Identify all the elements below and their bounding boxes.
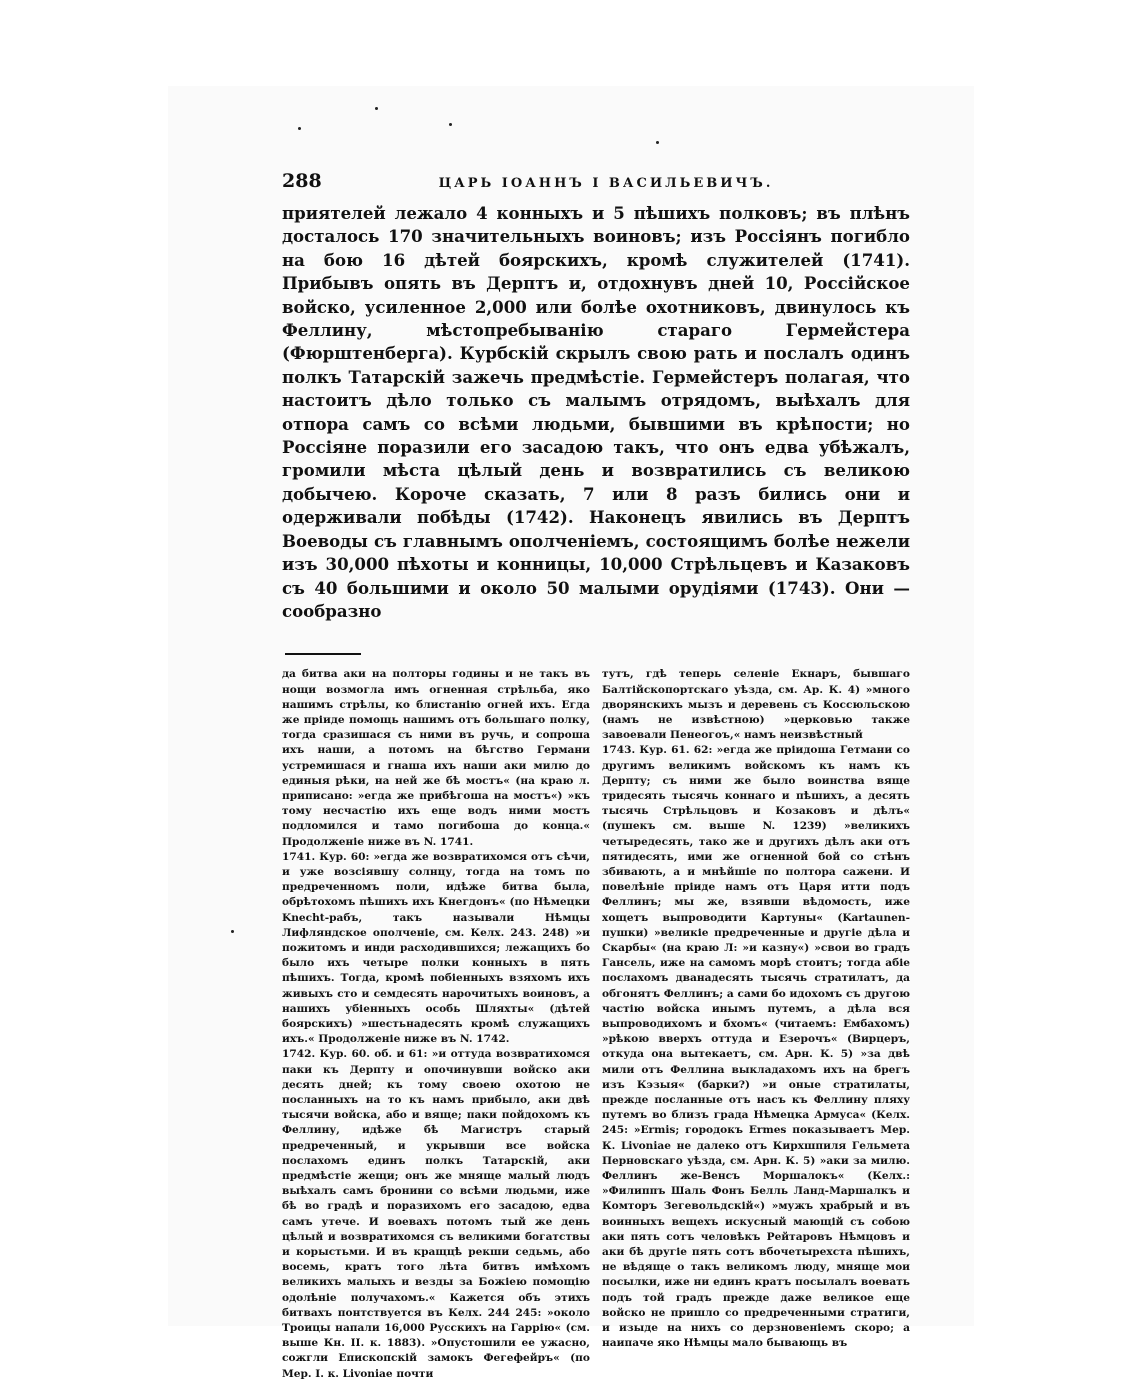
speck-4 — [656, 141, 659, 144]
running-head: ЦАРЬ ІОАННЪ І ВАСИЛЬЕВИЧЪ. — [438, 176, 774, 191]
main-text — [282, 202, 910, 623]
footnote-continued: тутъ, гдѣ теперь селеніе Екнаръ, бывшаго Балтійскопортскаго уѣзда, см. Ар. К. 4) »много дворянскихъ мызъ и деревень съ Коссюльскою (намъ не извѣстною) »церковью также завоевали Пенеогоъ,« намъ неизвѣстный — [602, 668, 910, 742]
footnote: да битва аки на полторы годины и не такъ въ нощи возмогла имъ огненная стрѣльба, яко нашимъ стрѣлы, ко блистанію огней ихъ. Егда же пріиде помощь нашимъ отъ большаго полку, тогда сразишася съ ними въ ручь, и сопроша ихъ наши, а потомъ на бѣгство Германи устремишася и гнаша ихъ наши аки милю до единыя рѣки, на ней же бѣ мостъ« (на краю л. приписано: »егда же прибѣгоша на мостъ«) »къ тому несчастію ихъ еще водъ ними мостъ подломился и тамо погибоша до конца.« Продолженіе ниже въ N. 1741. — [282, 668, 590, 848]
book-page — [282, 170, 910, 1382]
footnote-rule — [285, 653, 361, 655]
footnotes-right-column — [602, 667, 910, 1382]
footnotes-left-column — [282, 667, 590, 1382]
footnotes — [282, 667, 910, 1382]
page-header — [282, 170, 910, 200]
speck-1 — [375, 107, 378, 110]
page-number: 288 — [282, 170, 322, 192]
footnote-1742: 1742. Кур. 60. об. и 61: »и оттуда возвратихомся паки къ Дерпту и опочинувши войско аки десять дней; къ тому своею охотою не посланныхъ на то къ намъ прибыло, аки двѣ тысячи войска, або и вяще; паки пойдохомъ къ Феллину, идѣже бѣ Магистръ старый предреченный, и укрывши все войска послахомъ единъ полкъ Татарскій, аки предмѣстіе жещи; онъ же мняще малый людъ выѣхалъ самъ бронини со всѣми людьми, иже бѣ во градѣ и поразихомъ его засадою, едва самъ утече. И воевахъ потомъ тый же день цѣлый и возвратихомся съ великими богатствы и корыстьми. И въ кращцѣ рекши седьмь, або восемь, кратъ того лѣта битвъ имѣхомъ великихъ малыхъ и везды за Божіею помощію одолѣніе получахомъ.« Кажется объ этихъ битвахъ понтствуется въ Келх. 244 245: »около Троицы напали 16,000 Русскихъ на Гаррію« (см. выше Кн. II. к. 1883). »Опустошили ее ужасно, сожгли Епископскій замокъ Фегефейръ« (по Мер. I. к. Livoniae почти — [282, 1048, 590, 1380]
speck-3 — [298, 127, 301, 130]
main-paragraph: приятелей лежало 4 конныхъ и 5 пѣшихъ полковъ; въ плѣнъ досталось 170 значительныхъ воиновъ; изъ Россіянъ погибло на бою 16 дѣтей боярскихъ, кромѣ служителей (1741). Прибывъ опять въ Дерптъ и, отдохнувъ дней 10, Россійское войско, усиленное 2,000 или болѣе охотниковъ, двинулось къ Феллину, мѣстопребыванію стараго Гермейстера (Фюрштенберга). Курбскій скрылъ свою рать и послалъ одинъ полкъ Татарскій зажечь предмѣстіе. Гермейстеръ полагая, что настоитъ дѣло только съ малымъ отрядомъ, выѣхалъ для отпора самъ со всѣми людьми, бывшими въ крѣпости; но Россіяне поразили его засадою такъ, что онъ едва убѣжалъ, громили мѣста цѣлый день и возвратились съ великою добычею. Короче сказать, 7 или 8 разъ бились они и одерживали побѣды (1742). Наконецъ явились въ Дерптъ Воеводы съ главнымъ ополченіемъ, состоящимъ болѣе нежели изъ 30,000 пѣхоты и конницы, 10,000 Стрѣльцевъ и Казаковъ съ 40 большими и около 50 малыми орудіями (1743). Они — сообразно — [282, 203, 910, 621]
footnote-1743: 1743. Кур. 61. 62: »егда же пріидоша Гетмани со другимъ великимъ войскомъ къ намъ къ Дерпту; съ ними же было воинства вяще тридесять тысячь коннаго и пѣшихъ, а десять тысячь Стрѣльцовъ и Козаковъ и дѣлъ« (пушекъ см. выше N. 1239) »великихъ четыредесять, тако же и другихъ дѣлъ аки отъ пятидесять, ими же огненной бой со стѣнъ збивають, а и мнѣйшіе по полтора сажени. И повелѣніе пріиде намъ отъ Царя итти подъ Феллинъ; мы же, взявши вѣдомость, иже хощетъ выпроводити Картуны« (Kartaunen-пушки) »великіе предреченные и другіе дѣла и Скарбы« (на краю Л: »и казну«) »свои во градъ Гансель, иже на самомъ морѣ стоитъ; тогда абіе послахомъ дванадесять тысячь стратилатъ, да обгонятъ Феллинъ; а сами бо идохомъ съ другою частію войска инымъ путемъ, а дѣла вся выпроводихомъ и бхомъ« (читаемъ: Ембахомъ) »рѣкою вверхъ оттуда и Езерочъ« (Вирцеръ, откуда она вытекаетъ, см. Арн. К. 5) »за двѣ мили отъ Феллина выкладахомъ ихъ на брегъ изъ Кэзыя« (барки?) »и оные стратилаты, прежде посланные отъ насъ къ Феллину пляху путемъ во близъ града Нѣмецка Армуса« (Келх. 245: »Ermis; городокъ Ermes показываетъ Мер. К. Livoniae не далеко отъ Кирхшпиля Гельмета Перновскаго уѣзда, см. Арн. К. 5) »аки за милю. Феллинъ же-Венсъ Моршалокъ« (Келх.: »Филиппъ Шаль Фонъ Белль Ланд-Маршалкъ и Комторъ Зегевольдскій«) »мужъ храбрый и въ воинныхъ вещехъ искусный мающій съ собою аки пять сотъ человѣкъ Рейтаровъ Нѣмцовъ и аки бѣ другіе пять сотъ вбочетырехста пѣшихъ, не вѣдяще о такъ великомъ люду, мняще мои посылки, иже ни единъ кратъ посылалъ воевать подъ той градъ прежде даже великое еще войско не пришло со предреченными стратиги, и изыде на нихъ со дерзновеніемъ скоро; а наипаче яко Нѣмцы мало бывающь въ — [602, 744, 910, 1350]
footnote-1741: 1741. Кур. 60: »егда же возвратихомся отъ сѣчи, и уже возсіявшу солнцу, тогда на томъ по предреченномъ поли, идѣже битва была, обрѣтохомъ пѣшихъ ихъ Кнегдонъ« (по Нѣмецки Knecht-рабъ, такъ называли Нѣмцы Лифляндское ополченіе, см. Келх. 243. 248) »и пожитомъ и инди расходившихся; лежащихъ бо было ихъ четыре полки конныхъ в пять пѣшихъ. Тогда, кромѣ побіенныхъ взяхомъ ихъ живыхъ сто и семдесять нарочитыхъ воиновъ, а нашихъ убіенныхъ особь Шляхты« (дѣтей боярскихъ) »шестьнадесять кромѣ служащихъ ихъ.« Продолженіе ниже въ N. 1742. — [282, 850, 590, 1046]
speck-2 — [449, 123, 452, 126]
speck-5 — [231, 930, 234, 933]
